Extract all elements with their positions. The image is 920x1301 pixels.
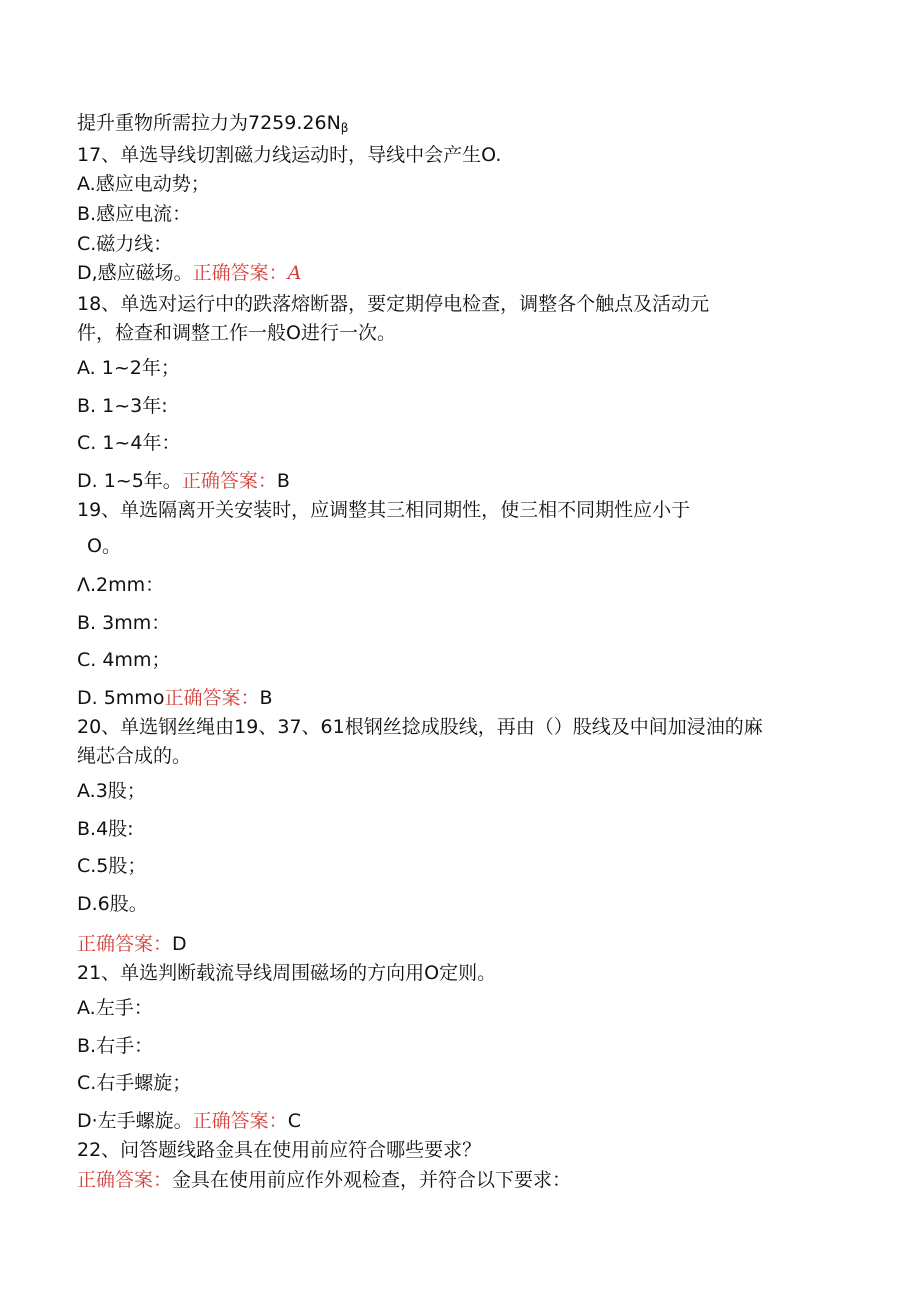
q17-option-b: B.感应电流： <box>77 203 192 225</box>
answer-label: 正确答案： <box>192 262 288 284</box>
q21-answer: C <box>287 1110 301 1132</box>
q19-answer: B <box>259 687 273 709</box>
q20-option-a: A.3股； <box>77 780 146 802</box>
q18-stem-line1: 18、单选对运行中的跌落熔断器，要定期停电检查，调整各个触点及活动元 <box>77 293 710 315</box>
q22-answer-line <box>77 1168 571 1192</box>
answer-label: 正确答案： <box>164 687 260 709</box>
q17-option-d-line: D,感应磁场。正确答案：A <box>77 262 302 284</box>
q18-option-a: A. 1~2年； <box>77 357 180 379</box>
q20-stem-line2: 绳芯合成的。 <box>77 745 192 767</box>
q18-answer: B <box>276 470 290 492</box>
q21-option-a: A.左手： <box>77 997 153 1019</box>
q19-stem-line1: 19、单选隔离开关安装时，应调整其三相同期性，使三相不同期性应小于 <box>77 499 691 521</box>
q22-answer-text: 金具在使用前应作外观检查，并符合以下要求： <box>172 1169 572 1191</box>
q21-option-d-line: D·左手螺旋。正确答案：C <box>77 1110 301 1132</box>
q21-option-b: B.右手： <box>77 1035 154 1057</box>
q17-option-a: A.感应电动势； <box>77 173 210 195</box>
q18-option-c: C. 1~4年： <box>77 432 181 454</box>
q19-stem-line2: O。 <box>87 535 121 557</box>
answer-label: 正确答案： <box>77 933 173 955</box>
q21-option-c: C.右手螺旋； <box>77 1072 192 1094</box>
q19-option-b: B. 3mm： <box>77 612 171 634</box>
q17-stem: 17、单选导线切割磁力线运动时，导线中会产生O. <box>77 144 502 166</box>
q20-option-d: D.6股。 <box>77 893 148 915</box>
q19-option-d-line: D. 5mmo正确答案：B <box>77 687 273 709</box>
q20-answer-line <box>77 932 187 956</box>
q20-option-c: C.5股； <box>77 855 147 877</box>
q18-stem-line2: 件，检查和调整工作一般O进行一次。 <box>77 322 396 344</box>
answer-label: 正确答案： <box>77 1169 173 1191</box>
q17-answer: A <box>287 262 302 284</box>
q20-option-b: B.4股: <box>77 818 134 840</box>
q19-option-a: Λ.2mm： <box>77 574 165 596</box>
answer-label: 正确答案： <box>192 1110 288 1132</box>
q20-answer: D <box>172 933 187 955</box>
q22-stem: 22、问答题线路金具在使用前应符合哪些要求？ <box>77 1139 482 1161</box>
q17-option-c: C.磁力线： <box>77 233 173 255</box>
q18-option-b: B. 1~3年: <box>77 395 168 417</box>
q18-option-d-line: D. 1~5年。正确答案：B <box>77 470 290 492</box>
intro-line: 提升重物所需拉力为$7259.26N_\beta$ <box>77 112 349 135</box>
q19-option-c: C. 4mm； <box>77 649 171 671</box>
answer-label: 正确答案： <box>181 470 277 492</box>
q21-stem: 21、单选判断载流导线周围磁场的方向用O定则。 <box>77 962 497 984</box>
q20-stem-line1: 20、单选钢丝绳由19、37、61根钢丝捻成股线，再由（）股线及中间加浸油的麻 <box>77 716 763 738</box>
